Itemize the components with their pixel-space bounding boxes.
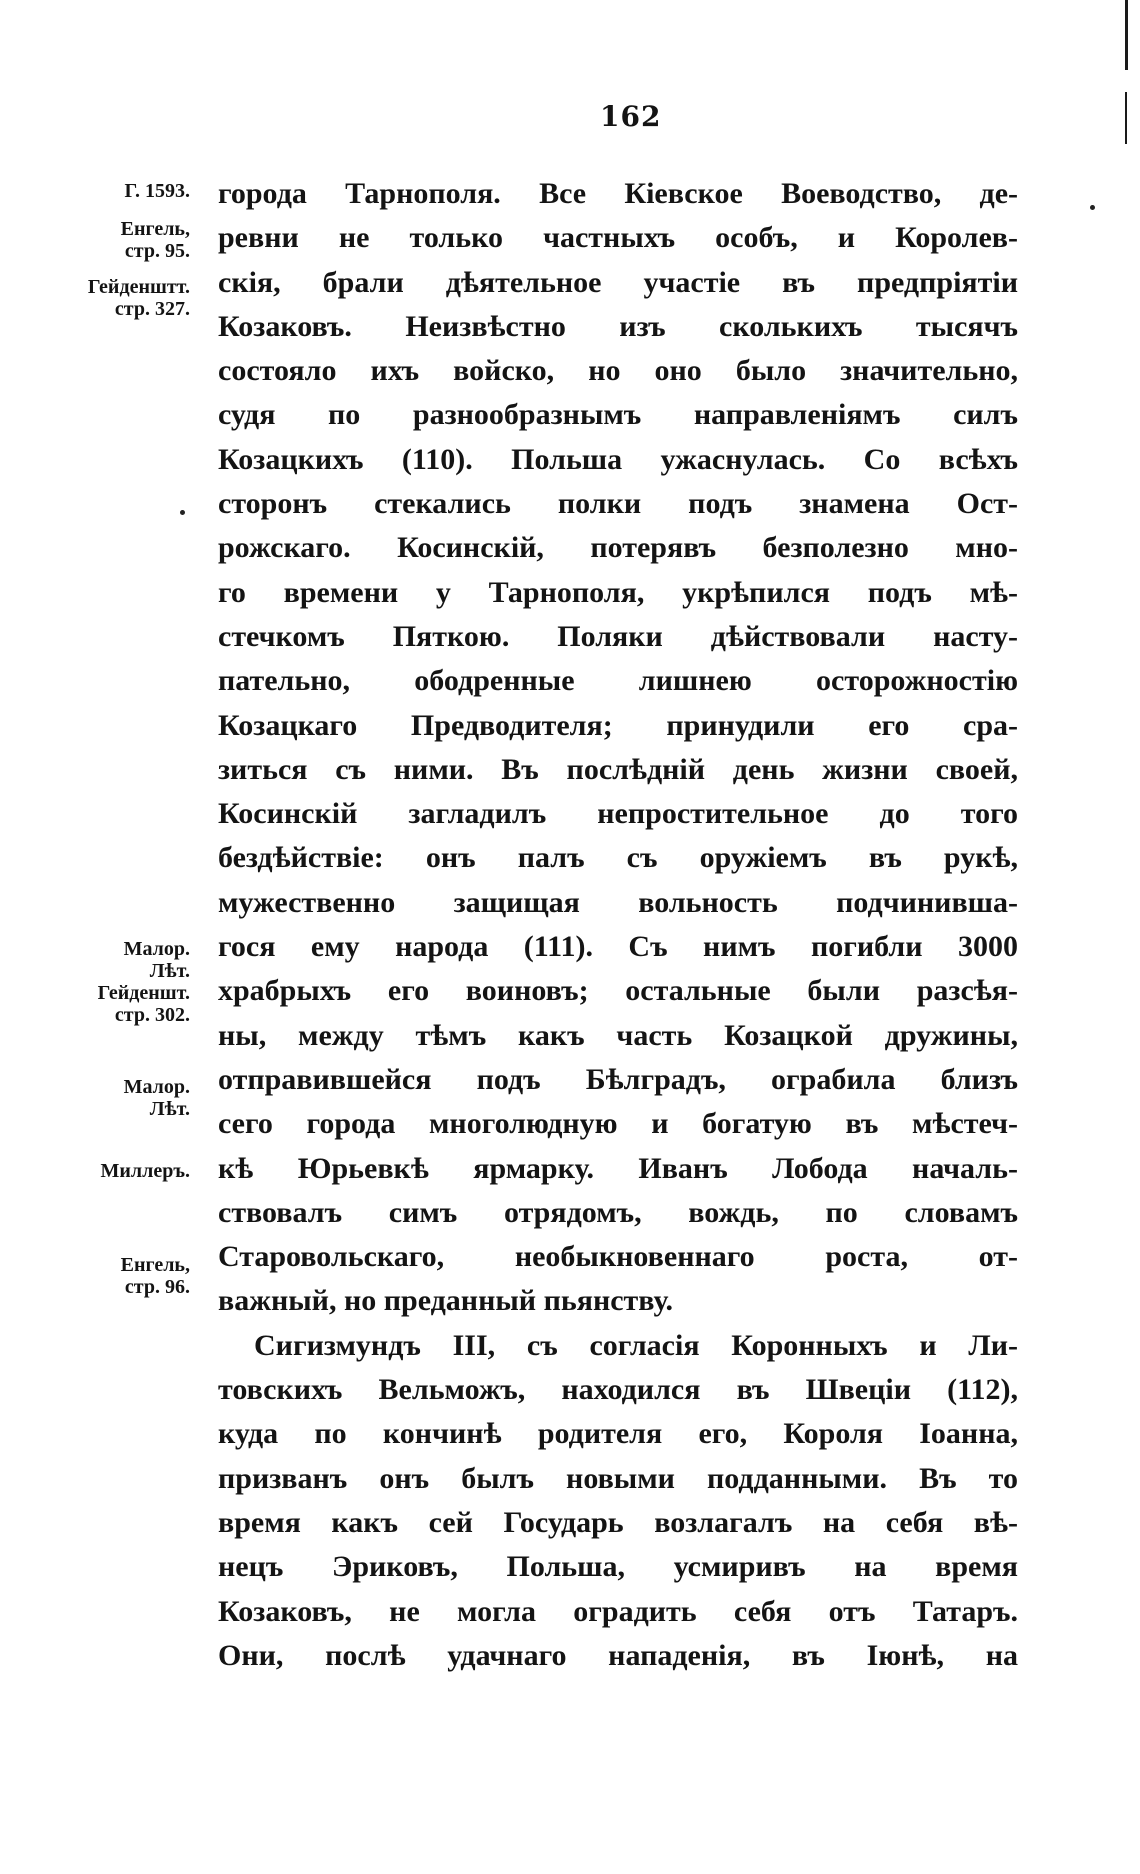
text-line: сего города многолюдную и богатую въ мѣстеч- bbox=[218, 1107, 1018, 1141]
margin-note: Енгель, стр. 95. bbox=[120, 218, 190, 262]
text-line: состояло ихъ войско, но оно было значительно, bbox=[218, 354, 1018, 388]
margin-note: Малор. Лѣт. Гейденшт. стр. 302. bbox=[97, 938, 190, 1026]
margin-note: Енгель, стр. 96. bbox=[120, 1254, 190, 1298]
text-line: призванъ онъ былъ новыми подданными. Въ то bbox=[218, 1461, 1018, 1495]
text-line: ны, между тѣмъ какъ часть Козацкой дружины, bbox=[218, 1018, 1018, 1052]
text-line: важный, но преданный пьянству. bbox=[218, 1284, 673, 1318]
text-line: Козацкихъ (110). Польша ужаснулась. Со всѣхъ bbox=[218, 442, 1018, 476]
text-line: Старовольскаго, необыкновеннаго роста, от- bbox=[218, 1240, 1018, 1274]
text-line: кѣ Юрьевкѣ ярмарку. Иванъ Лобода началь- bbox=[218, 1151, 1018, 1185]
text-line: товскихъ Вельможъ, находился въ Швеціи (112), bbox=[218, 1373, 1018, 1407]
text-line: рожскаго. Косинскій, потерявъ безполезно мно- bbox=[218, 531, 1018, 565]
text-line: Косинскій загладилъ непростительное до того bbox=[218, 797, 1018, 831]
text-line: Козацкаго Предводителя; принудили его сра- bbox=[218, 708, 1018, 742]
margin-note: Миллеръ. bbox=[100, 1160, 190, 1182]
text-line: судя по разнообразнымъ направленіямъ силъ bbox=[218, 398, 1018, 432]
margin-note: Г. 1593. bbox=[124, 180, 190, 202]
text-line: ревни не только частныхъ особъ, и Королев- bbox=[218, 221, 1018, 255]
text-line: пательно, ободренные лишнею осторожностію bbox=[218, 664, 1018, 698]
text-line: Козаковъ. Неизвѣстно изъ сколькихъ тысячъ bbox=[218, 309, 1018, 343]
text-line: мужественно защищая вольность подчинивша- bbox=[218, 885, 1018, 919]
text-line: скія, брали дѣятельное участіе въ предпріятіи bbox=[218, 265, 1018, 299]
text-line: Сигизмундъ III, съ согласія Коронныхъ и Ли- bbox=[254, 1328, 1018, 1362]
text-line: время какъ сей Государь возлагалъ на себя вѣ- bbox=[218, 1505, 1018, 1539]
margin-note: Гейденштт. стр. 327. bbox=[87, 276, 190, 320]
text-line: зиться съ ними. Въ послѣдній день жизни своей, bbox=[218, 752, 1018, 786]
text-line: Козаковъ, не могла оградить себя отъ Татаръ. bbox=[218, 1594, 1018, 1628]
text-line: куда по кончинѣ родителя его, Короля Іоанна, bbox=[218, 1417, 1018, 1451]
text-line: стечкомъ Пяткою. Поляки дѣйствовали насту- bbox=[218, 619, 1018, 653]
text-line: гося ему народа (111). Съ нимъ погибли 3000 bbox=[218, 930, 1018, 964]
scan-edge-line bbox=[1125, 0, 1128, 70]
text-line: сторонъ стекались полки подъ знамена Ост- bbox=[218, 487, 1018, 521]
print-speck bbox=[1090, 205, 1095, 210]
page-number: 162 bbox=[600, 100, 662, 133]
print-speck bbox=[180, 510, 185, 515]
scan-edge-line bbox=[1125, 92, 1127, 144]
text-line: бездѣйствіе: онъ палъ съ оружіемъ въ рукѣ, bbox=[218, 841, 1018, 875]
margin-note: Малор. Лѣт. bbox=[123, 1076, 190, 1120]
body-text bbox=[218, 172, 1018, 1678]
text-line: нецъ Эриковъ, Польша, усмиривъ на время bbox=[218, 1550, 1018, 1584]
text-line: го времени у Тарнополя, укрѣпился подъ мѣ- bbox=[218, 575, 1018, 609]
text-line: города Тарнополя. Все Кіевское Воеводство, де- bbox=[218, 177, 1018, 210]
text-line: отправившейся подъ Бѣлградъ, ограбила близъ bbox=[218, 1062, 1018, 1096]
text-line: Они, послѣ удачнаго нападенія, въ Іюнѣ, на bbox=[218, 1638, 1018, 1672]
text-line: ствовалъ симъ отрядомъ, вождь, по словамъ bbox=[218, 1195, 1018, 1229]
text-line: храбрыхъ его воиновъ; остальные были разсѣя- bbox=[218, 974, 1018, 1008]
